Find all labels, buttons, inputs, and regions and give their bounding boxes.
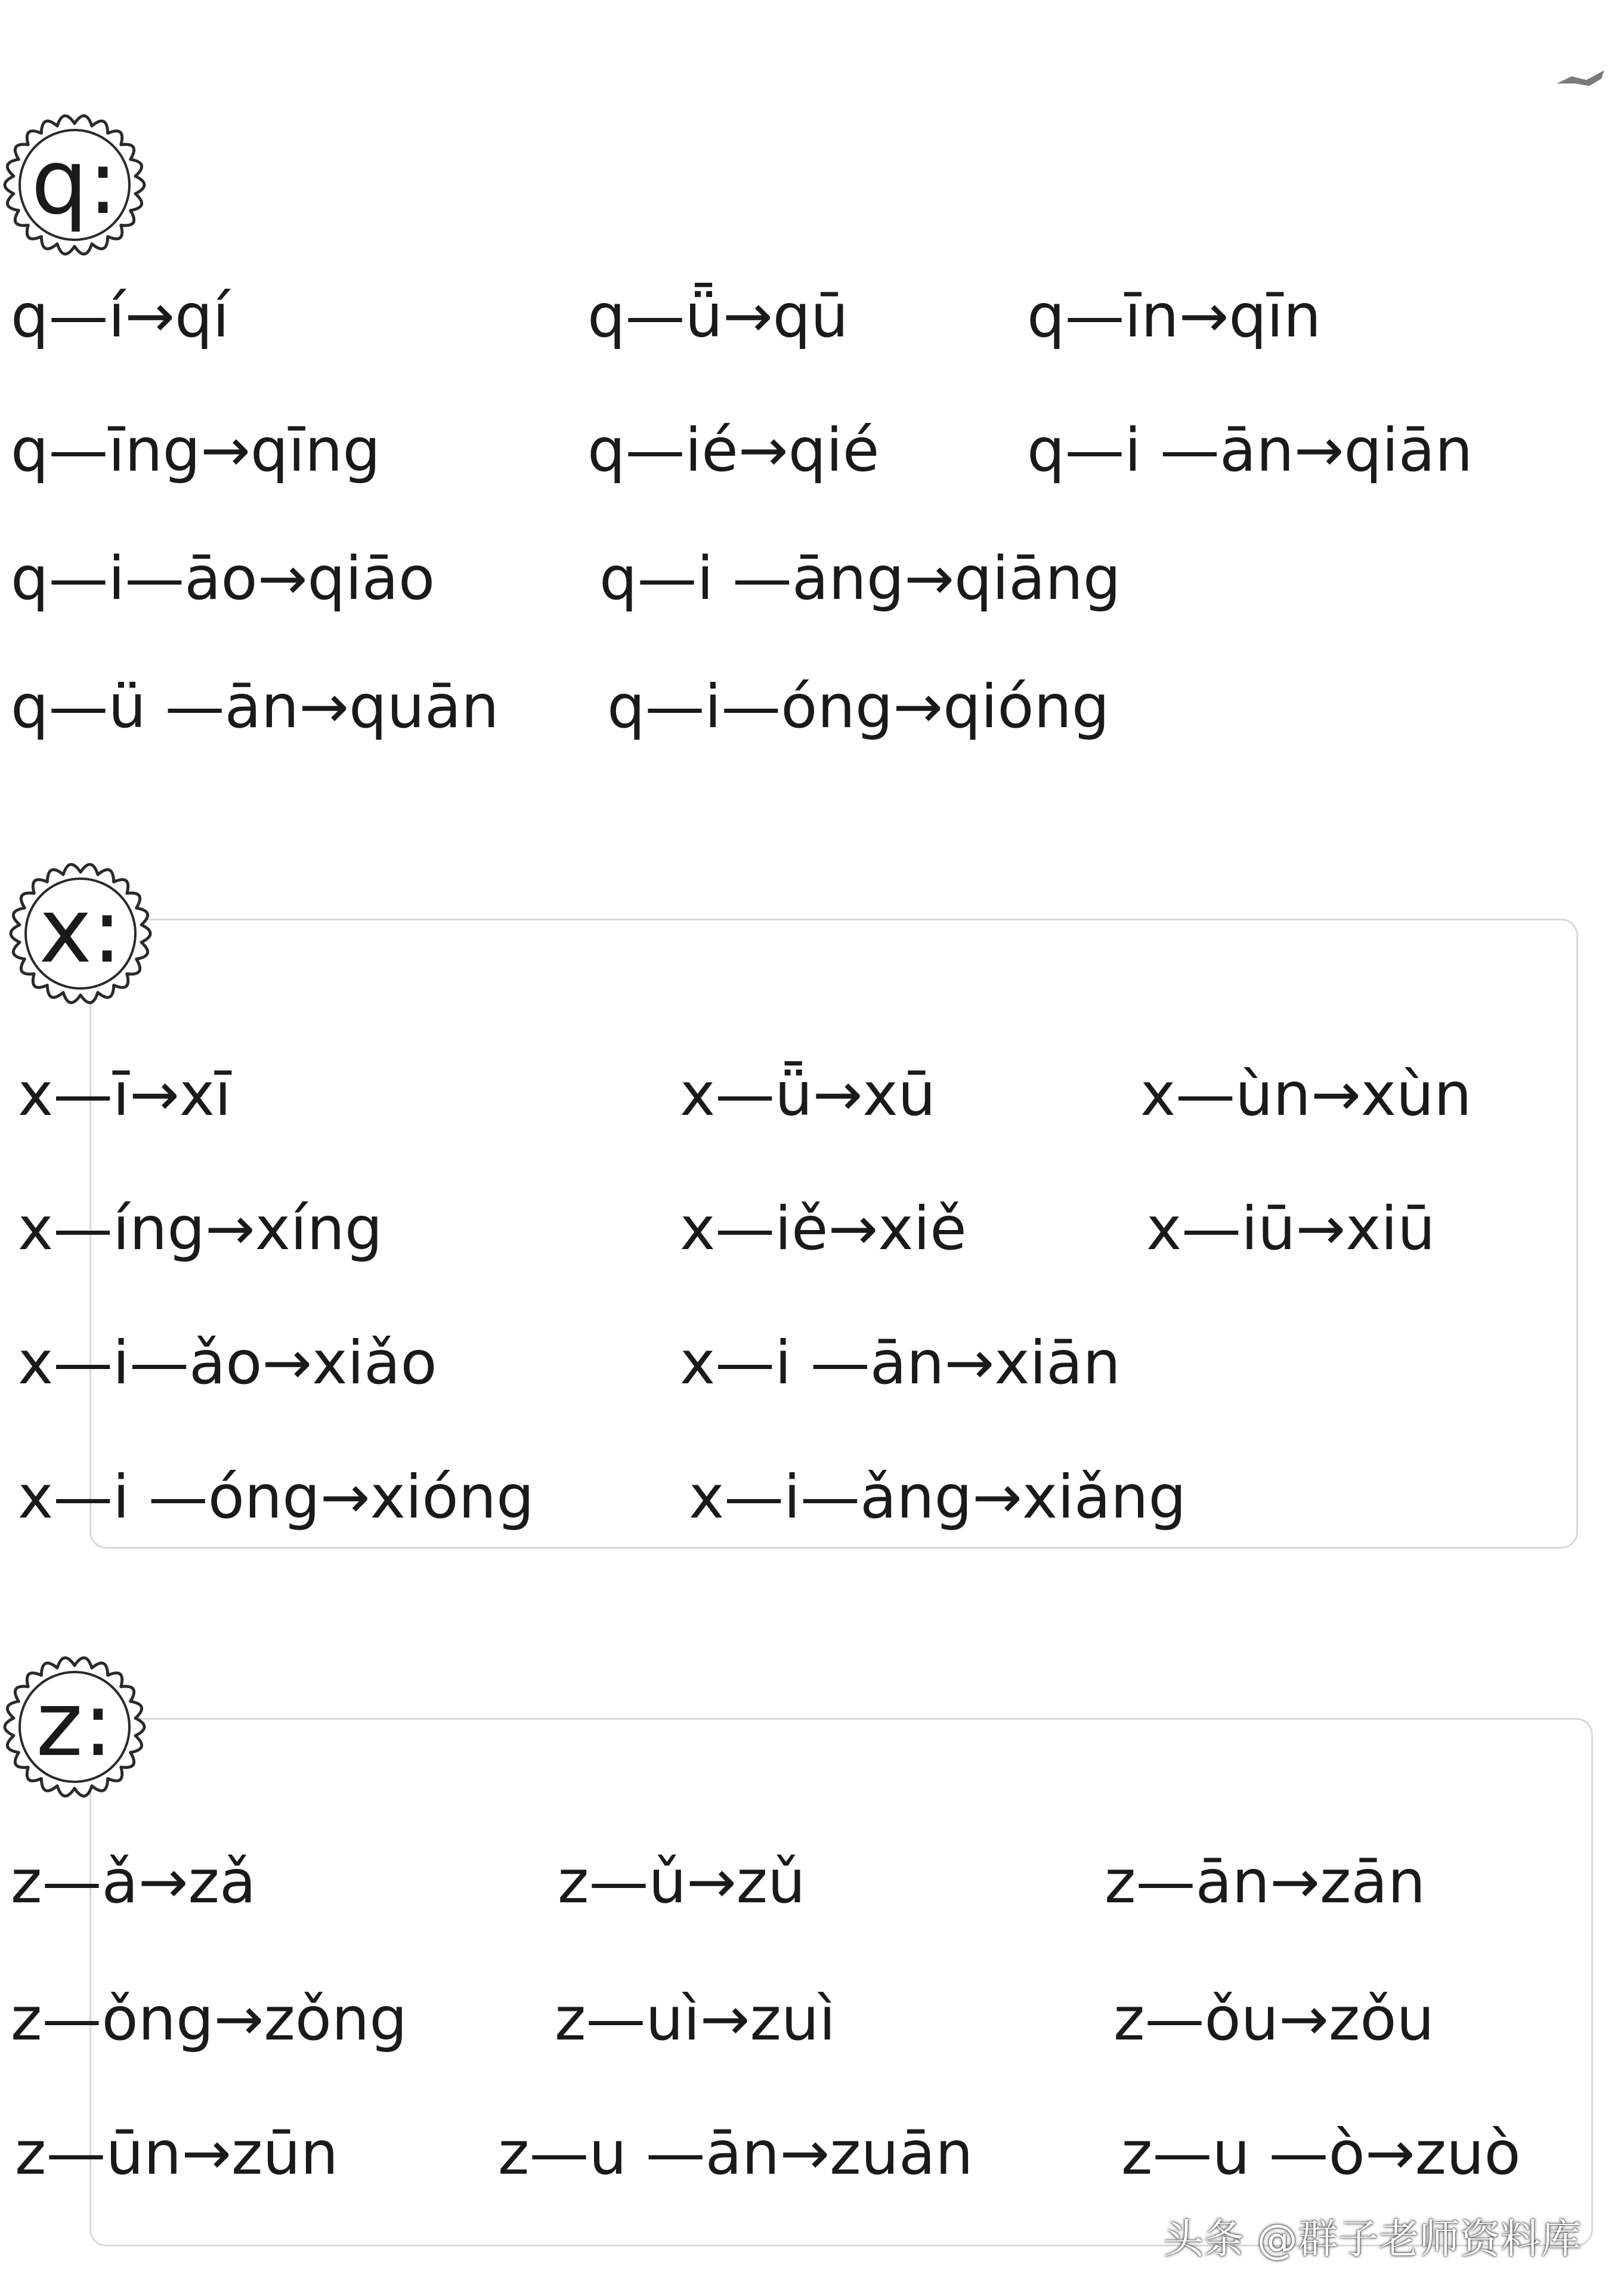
pinyin-row <box>0 1318 1624 1408</box>
section-letter: q: <box>31 131 118 234</box>
pinyin-item: x—íng→xíng <box>18 1194 383 1263</box>
pinyin-item: x—i —ān→xiān <box>680 1328 1121 1398</box>
pinyin-item: x—ī→xī <box>18 1059 231 1129</box>
pinyin-item: q—i —āng→qiāng <box>599 543 1121 613</box>
pinyin-item: q—i—óng→qióng <box>607 672 1110 741</box>
section-badge <box>0 104 155 265</box>
section-letter: x: <box>39 879 122 983</box>
pinyin-item: z—uì→zuì <box>555 1984 836 2054</box>
pinyin-row <box>0 1050 1624 1139</box>
pinyin-item: z—u —ò→zuò <box>1121 2118 1521 2188</box>
section-badge <box>0 853 161 1014</box>
pinyin-item: x—ǖ→xū <box>680 1059 936 1129</box>
pinyin-item: z—ān→zān <box>1105 1847 1426 1917</box>
pinyin-row <box>0 271 1624 361</box>
section-badge <box>0 1646 155 1807</box>
pinyin-row <box>0 1184 1624 1274</box>
pinyin-item: q—īng→qīng <box>11 415 381 485</box>
section-letter: z: <box>36 1673 113 1776</box>
pinyin-item: x—i—ǎo→xiǎo <box>18 1328 437 1398</box>
pinyin-row <box>0 406 1624 495</box>
pinyin-item: q—ü —ān→quān <box>11 672 499 741</box>
pinyin-item: q—īn→qīn <box>1027 281 1322 351</box>
pinyin-item: x—ùn→xùn <box>1140 1059 1472 1129</box>
pinyin-item: x—iū→xiū <box>1146 1194 1436 1263</box>
pinyin-row <box>0 1837 1624 1927</box>
pinyin-row <box>0 534 1624 623</box>
pinyin-item: z—ǔ→zǔ <box>558 1847 806 1917</box>
pinyin-item: q—ǖ→qū <box>587 281 849 351</box>
pinyin-item: q—ié→qié <box>587 415 880 485</box>
pinyin-item: z—ǎ→zǎ <box>11 1847 256 1917</box>
pinyin-item: q—í→qí <box>11 281 230 351</box>
pinyin-row <box>0 2109 1624 2198</box>
pinyin-item: z—u —ān→zuān <box>498 2118 973 2188</box>
watermark: 头条 @群子老师资料库 <box>1163 2216 1582 2263</box>
corner-mark <box>1554 66 1607 89</box>
pinyin-row <box>0 1453 1624 1542</box>
pinyin-item: z—ǒu→zǒu <box>1113 1984 1434 2054</box>
pinyin-row <box>0 662 1624 752</box>
pinyin-item: z—ǒng→zǒng <box>11 1984 407 2054</box>
pinyin-row <box>0 1974 1624 2064</box>
pinyin-item: x—i —óng→xióng <box>18 1462 534 1532</box>
pinyin-item: q—i —ān→qiān <box>1027 415 1473 485</box>
pinyin-item: q—i—āo→qiāo <box>11 543 435 613</box>
pinyin-item: x—i—ǎng→xiǎng <box>689 1462 1186 1532</box>
pinyin-item: z—ūn→zūn <box>15 2118 339 2188</box>
pinyin-item: x—iě→xiě <box>680 1194 967 1263</box>
